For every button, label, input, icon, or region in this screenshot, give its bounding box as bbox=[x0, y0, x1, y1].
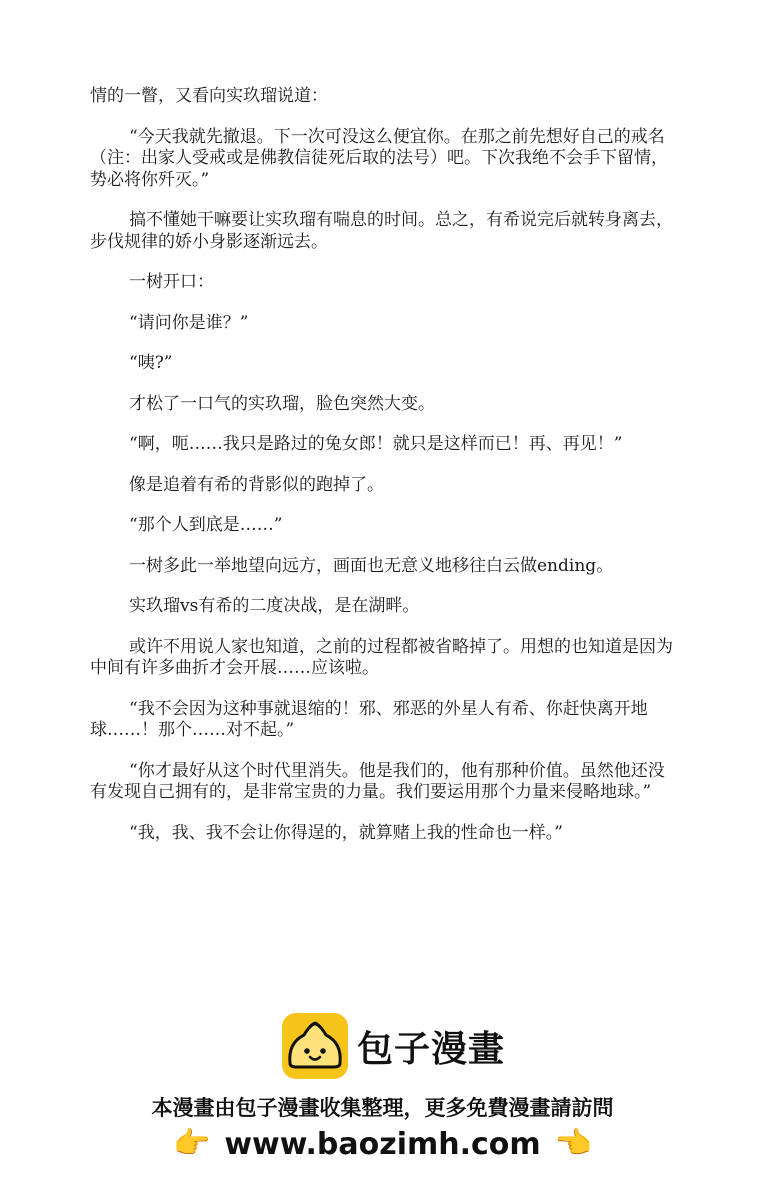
paragraph: 一树多此一举地望向远方，画面也无意义地移往白云做ending。 bbox=[129, 555, 614, 576]
brand-name: 包子漫畫 bbox=[357, 1028, 506, 1070]
promo-tagline: 本漫畫由包子漫畫收集整理，更多免費漫畫請訪問 bbox=[151, 1096, 614, 1120]
paragraph: 搞不懂她干嘛要让实玖瑠有喘息的时间。总之，有希说完后就转身离去，步伐规律的娇小身影逐渐远去。 bbox=[90, 210, 673, 252]
paragraph: “你才最好从这个时代里消失。他是我们的，他有那种价值。虽然他还没有发现自己拥有的，是非常宝贵的力量。我们要运用那个力量来侵略地球。” bbox=[90, 760, 665, 802]
paragraph: “咦?” bbox=[129, 353, 173, 373]
paragraph: “那个人到底是……” bbox=[129, 515, 283, 535]
paragraph: “我，我、我不会让你得逞的，就算赌上我的性命也一样。” bbox=[129, 822, 563, 843]
paragraph: 才松了一口气的实玖瑠，脸色突然大变。 bbox=[129, 393, 435, 414]
paragraph: 或许不用说人家也知道，之前的过程都被省略掉了。用想的也知道是因为中间有许多曲折才会开展……应该啦。 bbox=[90, 636, 673, 678]
paragraph: 实玖瑠vs有希的二度决战，是在湖畔。 bbox=[129, 596, 420, 616]
site-url-link[interactable]: www.baozimh.com bbox=[224, 1126, 541, 1162]
paragraph: 情的一瞥，又看向实玖瑠说道： bbox=[90, 86, 328, 106]
url-row bbox=[0, 1124, 765, 1164]
pointing-right-hand-icon: 👉 bbox=[172, 1126, 211, 1161]
paragraph: “今天我就先撤退。下一次可没这么便宜你。在那之前先想好自己的戒名（注：出家人受戒或是佛教信徒死后取的法号）吧。下次我绝不会手下留情，势必将你歼灭。” bbox=[90, 126, 668, 190]
brand-logo[interactable] bbox=[282, 1012, 505, 1080]
bun-face-icon bbox=[282, 1013, 348, 1079]
paragraph: “啊，呃……我只是路过的兔女郎！就只是这样而已！再、再见！” bbox=[129, 434, 623, 454]
paragraph: “我不会因为这种事就退缩的！邪、邪恶的外星人有希、你赶快离开地球……！那个……对不起。” bbox=[90, 698, 648, 740]
pointing-left-hand-icon: 👈 bbox=[554, 1126, 593, 1161]
paragraph: 一树开口： bbox=[129, 272, 214, 292]
promo-banner bbox=[0, 1010, 765, 1181]
paragraph: “请问你是谁？” bbox=[129, 312, 249, 333]
document-body bbox=[90, 86, 675, 863]
paragraph: 像是追着有希的背影似的跑掉了。 bbox=[129, 474, 384, 495]
